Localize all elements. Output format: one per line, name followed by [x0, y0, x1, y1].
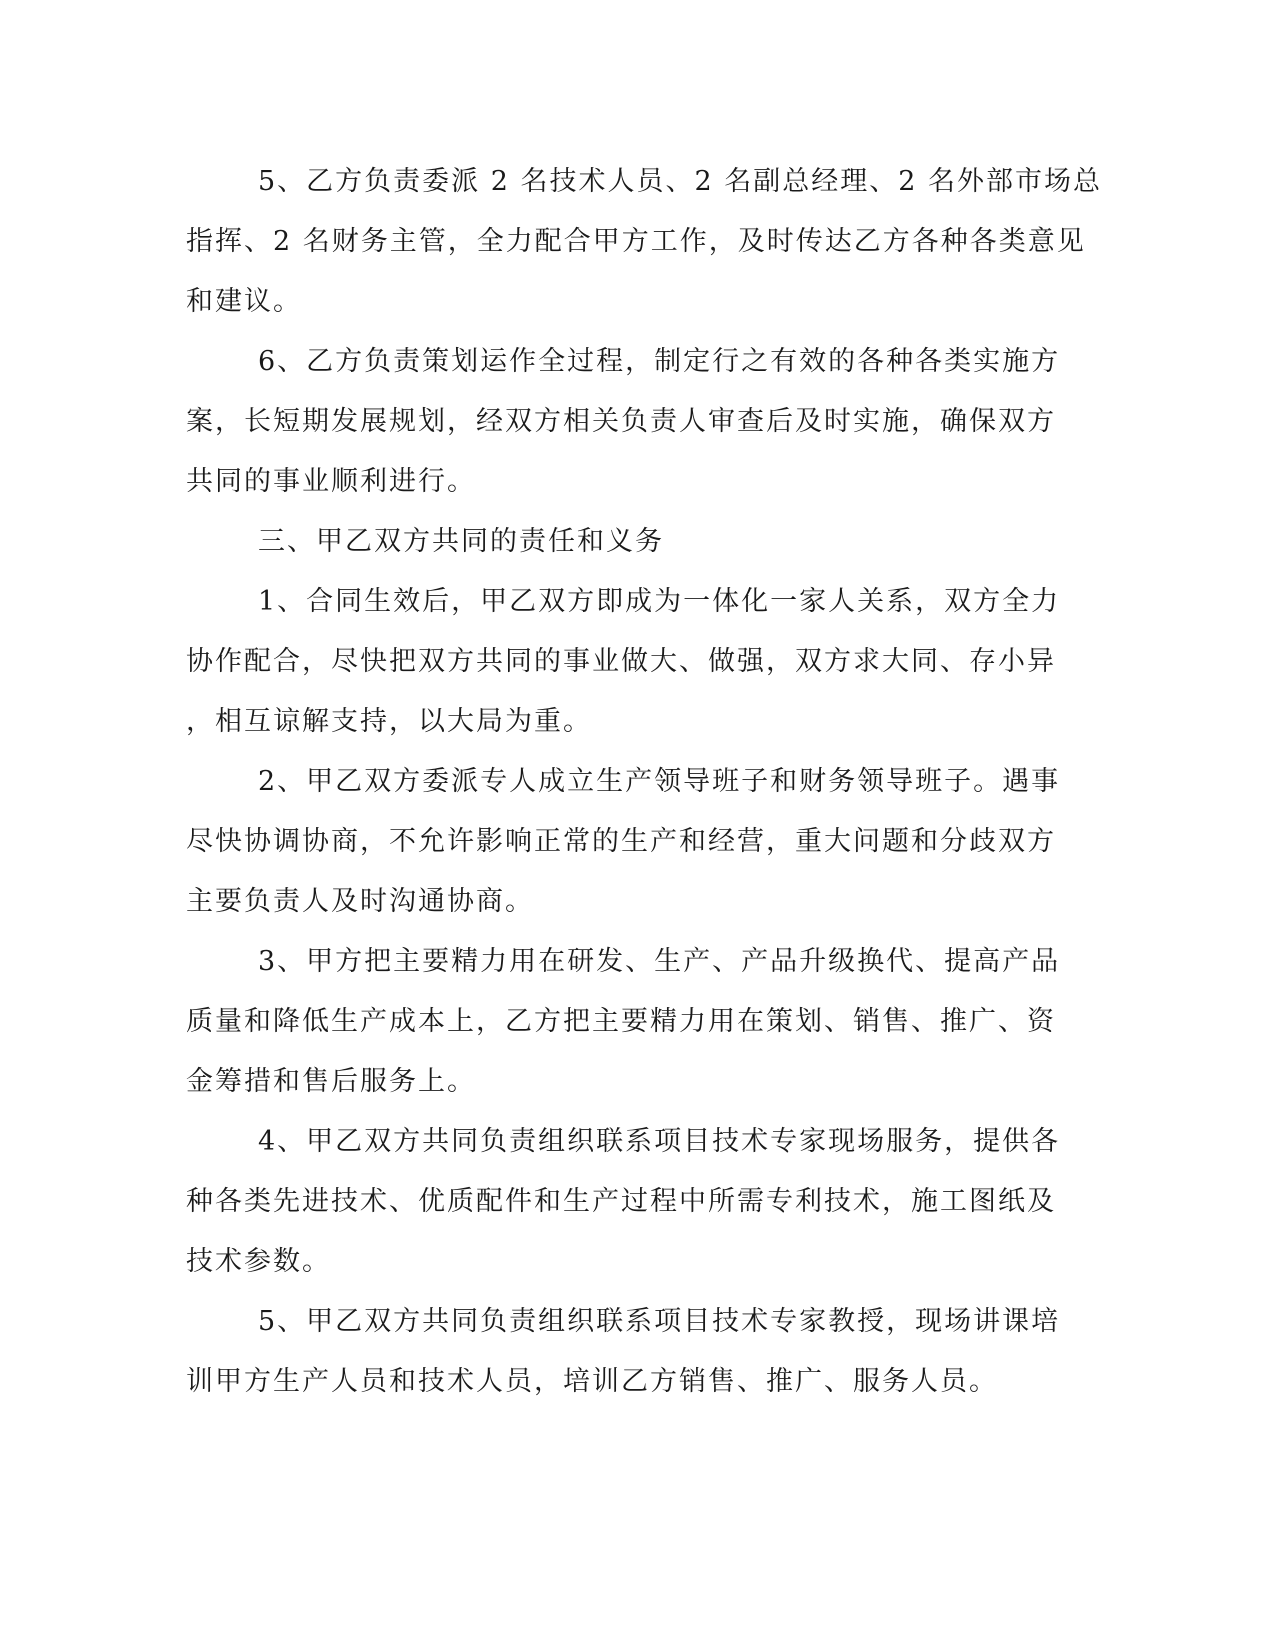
paragraph-line: 共同的事业顺利进行。	[186, 466, 476, 497]
paragraph-line: 1、合同生效后，甲乙双方即成为一体化一家人关系，双方全力	[258, 586, 1061, 617]
paragraph-line: 和建议。	[186, 286, 302, 317]
paragraph-line: 种各类先进技术、优质配件和生产过程中所需专利技术，施工图纸及	[186, 1186, 1056, 1217]
paragraph-line: 质量和降低生产成本上，乙方把主要精力用在策划、销售、推广、资	[186, 1006, 1056, 1037]
paragraph-line: 3、甲方把主要精力用在研发、生产、产品升级换代、提高产品	[258, 946, 1061, 977]
paragraph-line: 主要负责人及时沟通协商。	[186, 886, 534, 917]
paragraph-line: 5、乙方负责委派 2 名技术人员、2 名副总经理、2 名外部市场总	[258, 166, 1103, 197]
paragraph-line: 案，长短期发展规划，经双方相关负责人审查后及时实施，确保双方	[186, 406, 1056, 437]
paragraph-line: 金筹措和售后服务上。	[186, 1066, 476, 1097]
paragraph-line: 指挥、2 名财务主管，全力配合甲方工作，及时传达乙方各种各类意见	[186, 226, 1086, 257]
document-body	[186, 152, 1103, 1412]
paragraph-line: 协作配合，尽快把双方共同的事业做大、做强，双方求大同、存小异	[186, 646, 1056, 677]
paragraph-line: 4、甲乙双方共同负责组织联系项目技术专家现场服务，提供各	[258, 1126, 1061, 1157]
paragraph-line: 2、甲乙双方委派专人成立生产领导班子和财务领导班子。遇事	[258, 766, 1061, 797]
section-heading: 三、甲乙双方共同的责任和义务	[258, 526, 664, 557]
paragraph-line: 训甲方生产人员和技术人员，培训乙方销售、推广、服务人员。	[186, 1366, 998, 1397]
paragraph-line: 5、甲乙双方共同负责组织联系项目技术专家教授，现场讲课培	[258, 1306, 1061, 1337]
paragraph-line: 尽快协调协商，不允许影响正常的生产和经营，重大问题和分歧双方	[186, 826, 1056, 857]
paragraph-line: 6、乙方负责策划运作全过程，制定行之有效的各种各类实施方	[258, 346, 1061, 377]
paragraph-line: ，相互谅解支持，以大局为重。	[186, 706, 592, 737]
paragraph-line: 技术参数。	[186, 1246, 331, 1277]
